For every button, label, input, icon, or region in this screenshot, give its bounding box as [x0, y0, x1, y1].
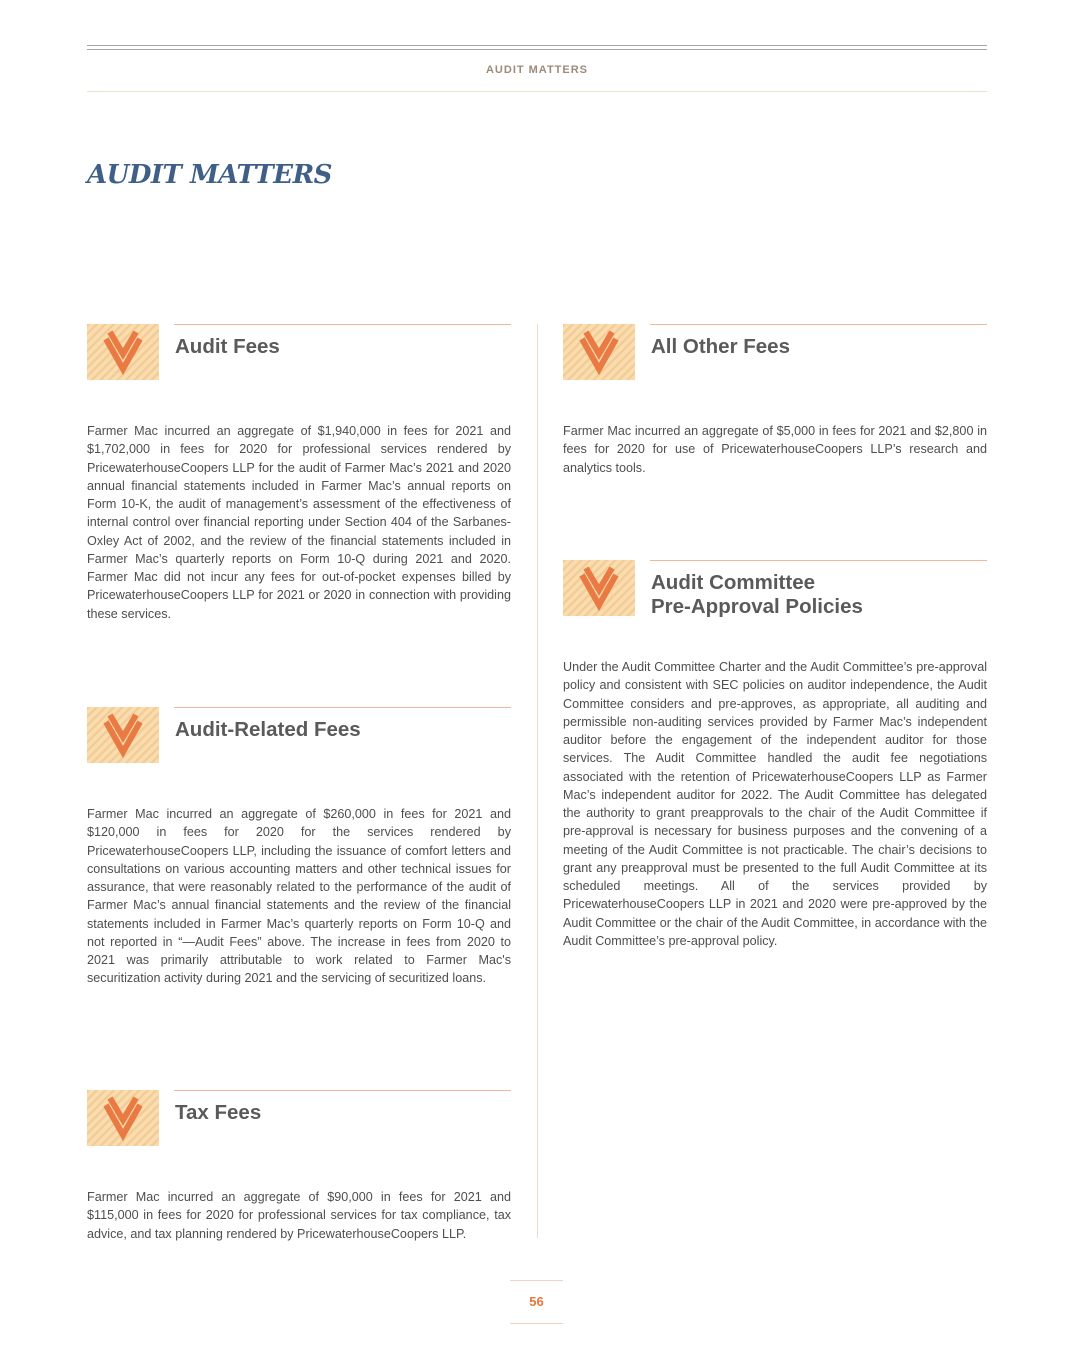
farmer-mac-logo-icon	[563, 324, 635, 380]
page-title: AUDIT MATTERS	[87, 160, 332, 190]
section-title-line-1: Audit Committee	[651, 571, 815, 594]
section-body-audit-fees: Farmer Mac incurred an aggregate of $1,940,000 in fees for 2021 and $1,702,000 in fees for 2020 for professional services rendered by PricewaterhouseCoopers LLP for the audit of Farmer Mac’s 2021 and 2020 annual financial statements included in Farmer Mac’s annual reports on Form 10-K, the audit of management’s assessment of the effectiveness of internal control over financial reporting under Section 404 of the Sarbanes-Oxley Act of 2002, and the review of the financial statements included in Farmer Mac’s quarterly reports on Form 10-Q during 2021 and 2020. Farmer Mac did not incur any fees for out-of-pocket expenses billed by PricewaterhouseCoopers LLP for 2021 or 2020 in connection with providing these services.	[87, 424, 511, 621]
section-rule	[174, 707, 511, 708]
running-head: AUDIT MATTERS	[485, 64, 588, 76]
section-title-line-2: Pre-Approval Policies	[651, 595, 863, 618]
section-rule	[174, 324, 511, 325]
section-rule	[174, 1090, 511, 1091]
section-body-audit-related-fees: Farmer Mac incurred an aggregate of $260,000 in fees for 2021 and $120,000 in fees for 2020 for the services rendered by PricewaterhouseCoopers LLP, including the issuance of comfort letters and consultations on various accounting matters and other technical issues for assurance, that were reasonably related to the performance of the audit of Farmer Mac’s annual financial statements and the review of the financial statements included in Farmer Mac’s quarterly reports on Form 10-Q and not reported in “—Audit Fees” above. The increase in fees from 2020 to 2021 was primarily attributable to work related to Farmer Mac's securitization activity during 2021 and the servicing of securitized loans.	[87, 807, 511, 986]
column-divider	[537, 324, 538, 1238]
header-rule-top	[87, 45, 987, 46]
section-body-all-other-fees: Farmer Mac incurred an aggregate of $5,000 in fees for 2021 and $2,800 in fees for 2020 for use of PricewaterhouseCoopers LLP’s research and analytics tools.	[563, 424, 987, 475]
section-title-pre-approval-policies	[651, 571, 863, 619]
farmer-mac-logo-icon	[87, 1090, 159, 1146]
section-body-pre-approval-policies: Under the Audit Committee Charter and the Audit Committee’s pre-approval policy and consistent with SEC policies on auditor independence, the Audit Committee considers and pre-approves, as appropriate, all auditing and permissible non-auditing services provided by Farmer Mac’s independent auditor before the engagement of the independent auditor for those services. The Audit Committee handled the audit fee negotiations associated with the retention of PricewaterhouseCoopers LLP as Farmer Mac’s independent auditor for 2022. The Audit Committee has delegated the authority to grant preapprovals to the chair of the Audit Committee if pre-approval is necessary for business purposes and the convening of a meeting of the Audit Committee is not practicable. The chair’s decisions to grant any preapproval must be presented to the full Audit Committee at its scheduled meetings. All of the services provided by PricewaterhouseCoopers LLP in 2021 and 2020 were pre-approved by the Audit Committee or the chair of the Audit Committee, in accordance with the Audit Committee’s pre-approval policy.	[563, 660, 987, 948]
page-number-box	[510, 1280, 563, 1324]
page-number: 56	[529, 1294, 544, 1309]
section-rule	[650, 560, 987, 561]
header-rule-bottom	[87, 49, 987, 50]
section-title-audit-fees: Audit Fees	[175, 335, 280, 358]
section-rule	[650, 324, 987, 325]
running-head-underline	[87, 91, 987, 92]
farmer-mac-logo-icon	[87, 707, 159, 763]
farmer-mac-logo-icon	[563, 560, 635, 616]
section-body-tax-fees: Farmer Mac incurred an aggregate of $90,000 in fees for 2021 and $115,000 in fees for 2020 for professional services for tax compliance, tax advice, and tax planning rendered by PricewaterhouseCoopers LLP.	[87, 1190, 511, 1241]
section-title-tax-fees: Tax Fees	[175, 1101, 262, 1124]
section-title-audit-related-fees: Audit-Related Fees	[175, 718, 361, 741]
section-title-all-other-fees: All Other Fees	[651, 335, 790, 358]
farmer-mac-logo-icon	[87, 324, 159, 380]
